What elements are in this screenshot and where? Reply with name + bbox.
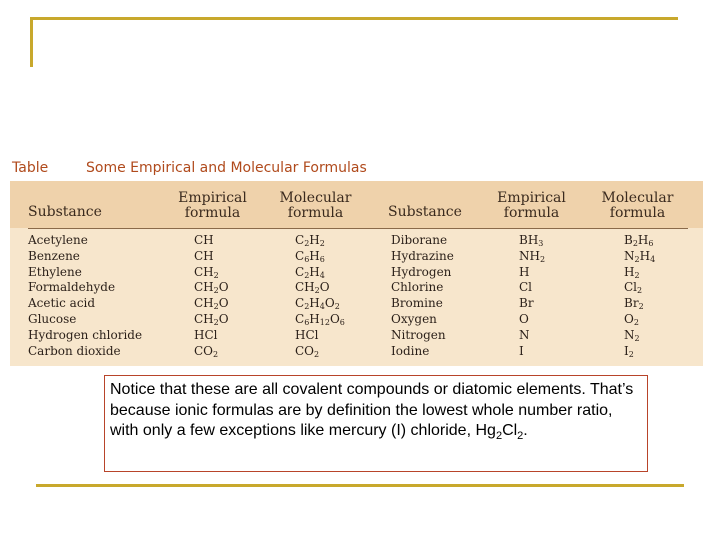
molecular-formula-cell bbox=[295, 296, 345, 312]
formula-subscript: 2 bbox=[634, 254, 640, 264]
header-substance-left-label: Substance bbox=[28, 204, 102, 220]
formula-part: H bbox=[519, 264, 530, 279]
substance-cell: Acetylene bbox=[28, 233, 88, 247]
formula-subscript: 2 bbox=[304, 270, 310, 280]
substance-cell: Benzene bbox=[28, 248, 80, 263]
formula-subscript: 2 bbox=[213, 270, 219, 280]
formula-part: C bbox=[295, 296, 305, 311]
formula-part: O bbox=[624, 311, 634, 326]
header-molecular-left bbox=[278, 191, 353, 221]
table-header-band bbox=[10, 181, 703, 228]
formula-part: CH bbox=[295, 280, 315, 295]
molecular-formula-cell bbox=[295, 249, 345, 265]
empirical-formula-cell bbox=[194, 280, 229, 296]
formula-part: BH bbox=[519, 233, 539, 247]
formula-part: CH bbox=[194, 311, 214, 326]
formula-part: HCl bbox=[194, 327, 218, 342]
formula-part: C bbox=[295, 264, 305, 279]
molecular-formula-cell bbox=[624, 328, 655, 344]
empirical-formula-cell bbox=[519, 233, 545, 249]
header-molecular-left-line2: formula bbox=[287, 205, 344, 221]
substance-cell: Hydrogen bbox=[391, 264, 452, 279]
table-caption bbox=[12, 160, 367, 182]
empirical-formula-cell bbox=[519, 280, 545, 296]
column-molecular-right bbox=[624, 233, 655, 359]
caption-title: Some Empirical and Molecular Formulas bbox=[86, 160, 367, 176]
formula-part: H bbox=[637, 233, 649, 247]
formula-subscript: 6 bbox=[304, 317, 310, 327]
caption-tag: Table bbox=[12, 160, 49, 176]
note-formula bbox=[475, 422, 524, 443]
formula-subscript: 6 bbox=[304, 254, 310, 264]
substance-cell: Nitrogen bbox=[391, 327, 446, 342]
empirical-formula-cell bbox=[194, 296, 229, 312]
molecular-formula-cell bbox=[295, 312, 345, 328]
substance-cell: Acetic acid bbox=[28, 296, 96, 311]
header-empirical-right-line2: formula bbox=[503, 205, 560, 221]
formula-part: O bbox=[519, 311, 529, 326]
column-molecular-left bbox=[295, 233, 345, 359]
formula-part: C bbox=[295, 233, 305, 247]
formula-part: H bbox=[309, 311, 320, 326]
note-trailing: . bbox=[523, 422, 528, 439]
formula-subscript: 2 bbox=[213, 302, 219, 312]
molecular-formula-cell bbox=[624, 280, 655, 296]
formula-subscript: 4 bbox=[319, 302, 325, 312]
formula-part: CH bbox=[194, 280, 214, 295]
formula-part: C bbox=[295, 248, 305, 263]
molecular-formula-cell bbox=[295, 280, 345, 296]
formula-part: Cl bbox=[502, 422, 518, 439]
formula-part: HCl bbox=[295, 327, 319, 342]
formula-subscript: 2 bbox=[633, 317, 639, 327]
formula-part: C bbox=[295, 311, 305, 326]
slide-frame-left bbox=[30, 17, 33, 67]
substance-cell: Hydrazine bbox=[391, 248, 454, 263]
formula-part: H bbox=[309, 296, 320, 311]
substance-cell: Glucose bbox=[28, 311, 77, 326]
molecular-formula-cell bbox=[624, 344, 655, 360]
empirical-formula-cell bbox=[519, 312, 545, 328]
empirical-formula-cell bbox=[194, 344, 229, 360]
empirical-formula-cell bbox=[519, 249, 545, 265]
formula-subscript: 2 bbox=[517, 430, 524, 443]
formula-part: NH bbox=[519, 248, 540, 263]
formula-subscript: 2 bbox=[213, 286, 219, 296]
formula-part: O bbox=[218, 296, 229, 311]
formula-part: O bbox=[324, 296, 335, 311]
header-empirical-left-line1: Empirical bbox=[178, 190, 247, 206]
formula-part: N bbox=[519, 327, 530, 342]
formula-subscript: 4 bbox=[319, 270, 325, 280]
formula-subscript: 2 bbox=[314, 349, 320, 359]
empirical-formula-cell bbox=[194, 265, 229, 281]
formula-part: H bbox=[624, 264, 635, 279]
formula-subscript: 2 bbox=[319, 239, 325, 248]
molecular-formula-cell bbox=[295, 328, 345, 344]
formula-subscript: 2 bbox=[334, 302, 340, 312]
substance-cell: Carbon dioxide bbox=[28, 343, 121, 358]
formula-subscript: 2 bbox=[213, 317, 219, 327]
formula-part: H bbox=[309, 264, 320, 279]
formula-part: I bbox=[624, 343, 629, 358]
formula-part: Hg bbox=[475, 422, 496, 439]
formula-part: Br bbox=[624, 296, 639, 311]
empirical-formula-cell bbox=[519, 328, 545, 344]
empirical-formula-cell bbox=[519, 265, 545, 281]
formula-part: Cl bbox=[624, 280, 638, 295]
formula-part: H bbox=[639, 248, 651, 263]
formula-part: CO bbox=[295, 343, 315, 358]
formula-subscript: 2 bbox=[632, 239, 638, 248]
formula-subscript: 3 bbox=[538, 239, 544, 248]
substance-cell: Diborane bbox=[391, 233, 448, 247]
note-text: Notice that these are all covalent compounds or diatomic elements. That’s because ionic formulas are by definition the lowest whole number ratio, with only a few exceptions like mercury (I) chloride, bbox=[110, 381, 634, 439]
formula-subscript: 6 bbox=[339, 317, 345, 327]
header-rule bbox=[28, 228, 688, 229]
slide-frame-top bbox=[30, 17, 678, 20]
substance-cell: Bromine bbox=[391, 296, 443, 311]
substance-cell: Chlorine bbox=[391, 280, 444, 295]
header-molecular-left-line1: Molecular bbox=[279, 190, 352, 206]
header-substance-left bbox=[28, 205, 102, 220]
formula-part: Cl bbox=[519, 280, 533, 295]
molecular-formula-cell bbox=[624, 296, 655, 312]
formula-subscript: 2 bbox=[634, 270, 640, 280]
formula-subscript: 2 bbox=[628, 349, 634, 359]
formula-subscript: 6 bbox=[319, 254, 325, 264]
formula-subscript: 2 bbox=[637, 286, 643, 296]
formula-part: N bbox=[624, 248, 635, 263]
empirical-formula-cell bbox=[194, 233, 229, 249]
molecular-formula-cell bbox=[624, 233, 655, 249]
formula-subscript: 2 bbox=[304, 302, 310, 312]
formula-part: I bbox=[519, 343, 524, 358]
header-substance-right-label: Substance bbox=[388, 204, 462, 220]
empirical-formula-cell bbox=[194, 312, 229, 328]
empirical-formula-cell bbox=[519, 344, 545, 360]
formula-part: CH bbox=[194, 233, 214, 247]
molecular-formula-cell bbox=[624, 265, 655, 281]
formula-part: O bbox=[218, 311, 229, 326]
formula-subscript: 2 bbox=[314, 286, 320, 296]
formula-subscript: 2 bbox=[634, 333, 640, 343]
formula-subscript: 2 bbox=[539, 254, 546, 264]
header-empirical-left bbox=[175, 191, 250, 221]
formula-subscript: 4 bbox=[650, 254, 656, 264]
substance-cell: Formaldehyde bbox=[28, 280, 116, 295]
header-empirical-right-line1: Empirical bbox=[497, 190, 566, 206]
slide-frame-bottom bbox=[36, 484, 684, 487]
formula-subscript: 12 bbox=[319, 317, 330, 327]
formula-part: O bbox=[218, 280, 229, 295]
formula-part: B bbox=[624, 233, 633, 247]
substance-cell: Iodine bbox=[391, 343, 430, 358]
formula-part: CO bbox=[194, 343, 214, 358]
empirical-formula-cell bbox=[194, 328, 229, 344]
substance-cell: Ethylene bbox=[28, 264, 82, 279]
substance-cell: Hydrogen chloride bbox=[28, 327, 143, 342]
formula-part: Br bbox=[519, 296, 534, 311]
formula-table bbox=[10, 181, 703, 366]
formula-part: CH bbox=[194, 264, 214, 279]
formula-part: H bbox=[309, 248, 320, 263]
header-molecular-right-line2: formula bbox=[609, 205, 666, 221]
formula-part: N bbox=[624, 327, 635, 342]
formula-part: CH bbox=[194, 296, 214, 311]
formula-part: H bbox=[309, 233, 320, 247]
formula-part: O bbox=[329, 311, 340, 326]
column-substance-right bbox=[391, 233, 454, 359]
substance-cell: Oxygen bbox=[391, 311, 437, 326]
header-substance-right bbox=[388, 205, 462, 220]
header-empirical-right bbox=[494, 191, 569, 221]
column-empirical-left bbox=[194, 233, 229, 359]
column-empirical-right bbox=[519, 233, 545, 359]
molecular-formula-cell bbox=[295, 344, 345, 360]
formula-part: O bbox=[319, 280, 330, 295]
formula-subscript: 2 bbox=[495, 430, 503, 443]
empirical-formula-cell bbox=[194, 249, 229, 265]
header-empirical-left-line2: formula bbox=[184, 205, 241, 221]
molecular-formula-cell bbox=[624, 312, 655, 328]
formula-subscript: 2 bbox=[638, 302, 644, 312]
formula-part: CH bbox=[194, 248, 214, 263]
molecular-formula-cell bbox=[624, 249, 655, 265]
molecular-formula-cell bbox=[295, 265, 345, 281]
header-molecular-right bbox=[600, 191, 675, 221]
column-substance-left bbox=[28, 233, 142, 359]
empirical-formula-cell bbox=[519, 296, 545, 312]
molecular-formula-cell bbox=[295, 233, 345, 249]
formula-subscript: 2 bbox=[213, 349, 219, 359]
header-molecular-right-line1: Molecular bbox=[601, 190, 674, 206]
note-box bbox=[104, 375, 648, 472]
formula-subscript: 6 bbox=[648, 239, 654, 248]
formula-subscript: 2 bbox=[304, 239, 310, 248]
